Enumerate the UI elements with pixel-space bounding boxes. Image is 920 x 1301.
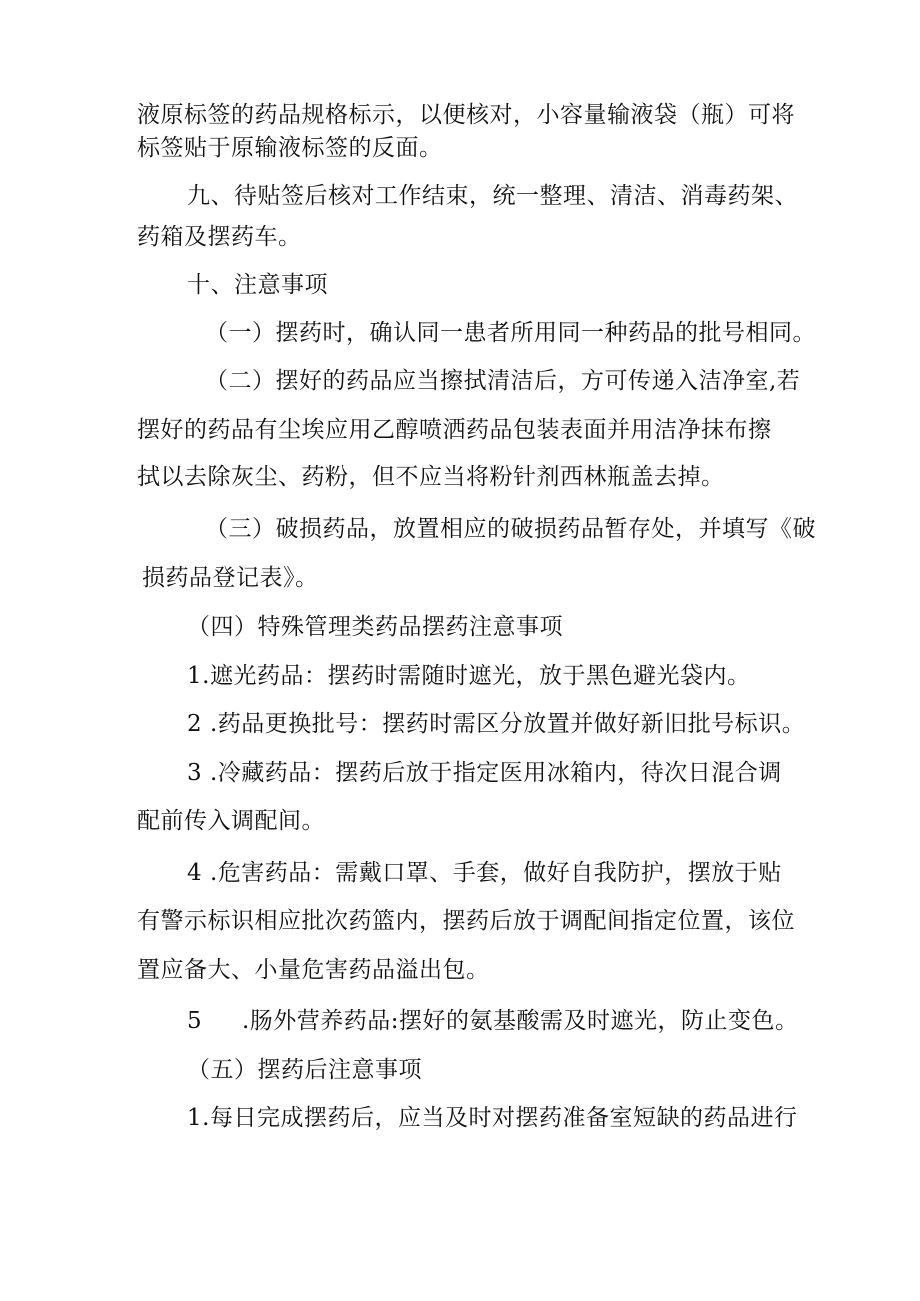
subsection-heading: （五）摆药后注意事项 <box>187 1057 422 1083</box>
list-item: 1.每日完成摆药后，应当及时对摆药准备室短缺的药品进行 <box>187 1105 798 1131</box>
paragraph-line: 标签贴于原输液标签的反面。 <box>137 135 443 161</box>
section-heading: 十、注意事项 <box>187 272 328 298</box>
paragraph-line: 液原标签的药品规格标示，以便核对，小容量输液袋（瓶）可将 <box>137 102 795 128</box>
list-item: .肠外营养药品:摆好的氨基酸需及时遮光，防止变色。 <box>242 1008 799 1034</box>
list-item-number: 5 <box>187 1008 203 1034</box>
list-item-continuation: 有警示标识相应批次药篮内，摆药后放于调配间指定位置，该位 <box>137 908 795 934</box>
paragraph-line: 拭以去除灰尘、药粉，但不应当将粉针剂西林瓶盖去掉。 <box>137 464 725 490</box>
paragraph-line: （二）摆好的药品应当擦拭清洁后，方可传递入洁净室,若 <box>205 368 801 394</box>
paragraph-line: 损药品登记表》。 <box>142 565 319 591</box>
list-item: 4 .危害药品：需戴口罩、手套，做好自我防护，摆放于贴 <box>187 860 782 886</box>
paragraph-line: （三）破损药品，放置相应的破损药品暂存处，并填写《破 <box>205 516 816 542</box>
paragraph-line: 摆好的药品有尘埃应用乙醇喷洒药品包装表面并用洁净抹布擦 <box>137 417 772 443</box>
list-item: 3 .冷藏药品：摆药后放于指定医用冰箱内，待次日混合调 <box>187 760 782 786</box>
list-item-continuation: 配前传入调配间。 <box>137 808 325 834</box>
paragraph-line: （一）摆药时，确认同一患者所用同一种药品的批号相同。 <box>205 320 816 346</box>
paragraph-line: 药箱及摆药车。 <box>137 224 302 250</box>
list-item: 1.遮光药品：摆药时需随时遮光，放于黑色避光袋内。 <box>187 663 751 689</box>
list-item: 2 .药品更换批号：摆药时需区分放置并做好新旧批号标识。 <box>187 711 806 737</box>
paragraph-line: 九、待贴签后核对工作结束，统一整理、清洁、消毒药架、 <box>187 183 798 209</box>
list-item-continuation: 置应备大、小量危害药品溢出包。 <box>137 957 490 983</box>
subsection-heading: （四）特殊管理类药品摆药注意事项 <box>187 614 563 640</box>
